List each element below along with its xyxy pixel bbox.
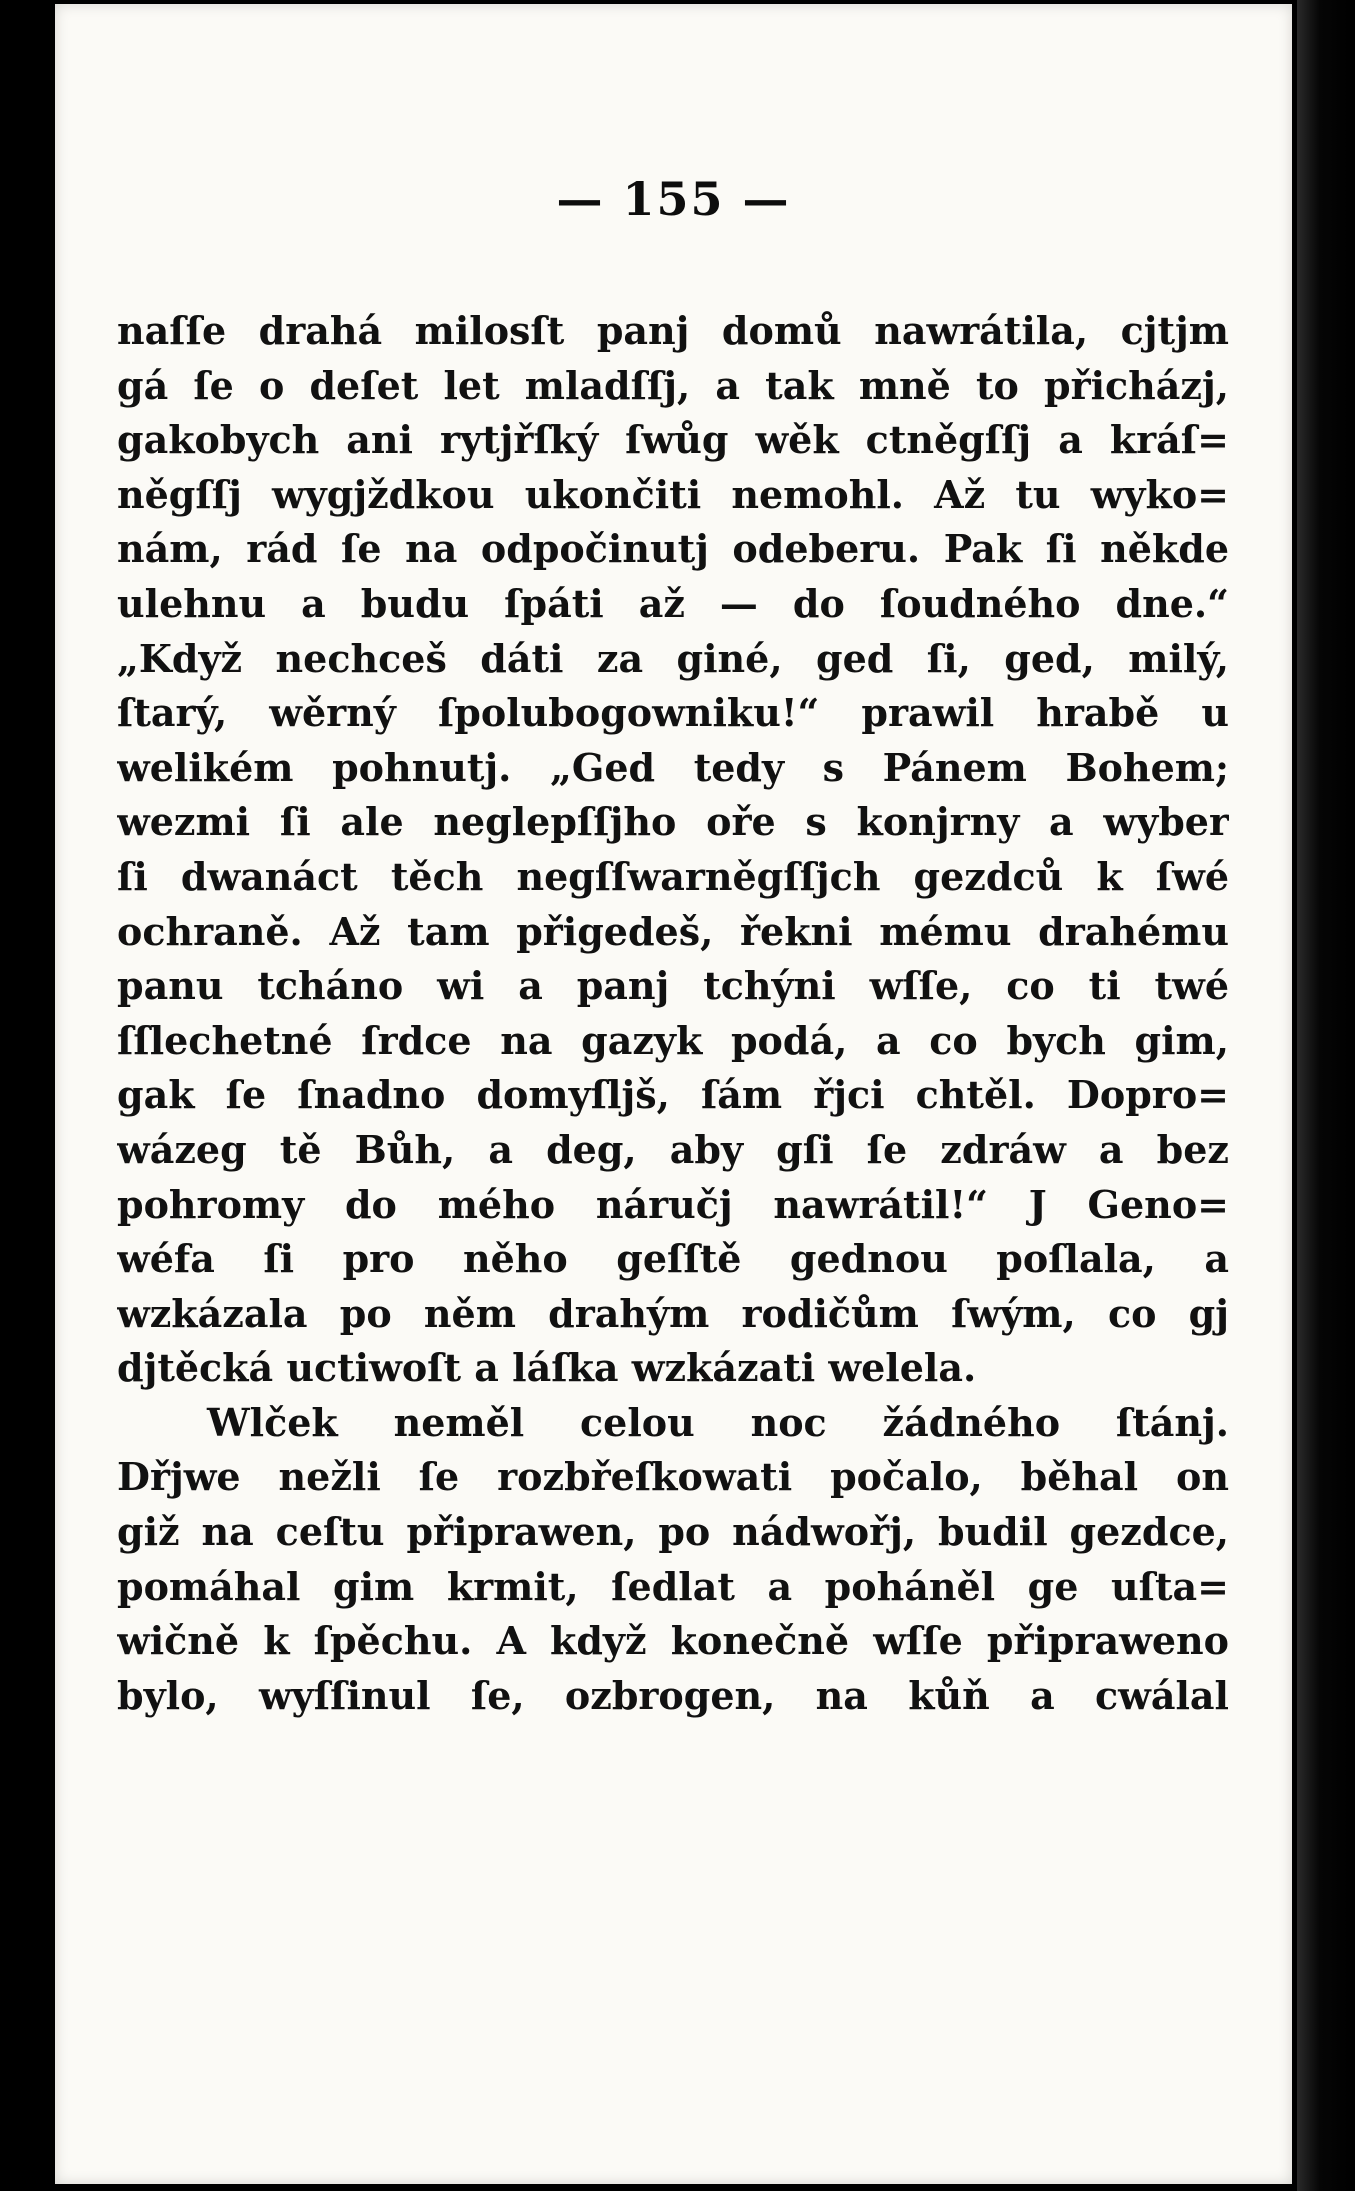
- text-line: ochraně. Až tam přigedeš, řekni mému drahému: [117, 908, 1229, 954]
- scan-border-right: [1297, 0, 1355, 2191]
- text-line: ſſlechetné ſrdce na gazyk podá, a co bych gim,: [117, 1017, 1229, 1063]
- book-page: [55, 4, 1292, 2184]
- text-line: gak ſe ſnadno domyſljš, ſám řjci chtěl. Dopro=: [117, 1072, 1229, 1118]
- body-text: [117, 304, 1229, 1723]
- text-line: wezmi ſi ale neglepſſjho oře s konjrny a wyber: [117, 799, 1229, 845]
- page-number: — 155 —: [556, 172, 791, 226]
- text-line: ſtarý, wěrný ſpolubogowniku!“ prawil hrabě u: [117, 690, 1229, 736]
- text-line: wzkázala po něm drahým rodičům ſwým, co gj: [117, 1290, 1229, 1336]
- text-line: pohromy do mého náručj nawrátil!“ J Geno=: [117, 1181, 1229, 1227]
- text-line: wázeg tě Bůh, a deg, aby gſi ſe zdráw a bez: [117, 1126, 1229, 1172]
- text-line: gá ſe o deſet let mladſſj, a tak mně to přicházj,: [117, 362, 1229, 408]
- text-line: „Když nechceš dáti za giné, ged ſi, ged, milý,: [117, 635, 1229, 681]
- text-line: ulehnu a budu ſpáti až — do ſoudného dne.“: [117, 580, 1229, 626]
- text-line: bylo, wyſſinul ſe, ozbrogen, na kůň a cwálal: [117, 1672, 1229, 1718]
- paragraph-start-line: Wlček neměl celou noc žádného ſtánj.: [207, 1399, 1229, 1445]
- text-line: wičně k ſpěchu. A když konečně wſſe připraweno: [117, 1618, 1229, 1664]
- text-line: naſſe drahá milosſt panj domů nawrátila, cjtjm: [117, 308, 1229, 353]
- text-line: panu tcháno wi a panj tchýni wſſe, co ti twé: [117, 963, 1229, 1009]
- text-line: něgſſj wygjždkou ukončiti nemohl. Až tu wyko=: [117, 471, 1229, 517]
- text-line: gakobych ani rytjřſký ſwůg wěk ctněgſſj a kráſ=: [117, 417, 1229, 463]
- text-line: welikém pohnutj. „Ged tedy s Pánem Bohem;: [117, 744, 1229, 790]
- text-line: Dřjwe nežli ſe rozbřeſkowati počalo, běhal on: [117, 1454, 1229, 1500]
- paragraph-end-line: djtěcká uctiwoſt a láſka wzkázati welela.: [117, 1345, 977, 1391]
- text-line: wéfa ſi pro něho geſſtě gednou poſlala, a: [117, 1236, 1229, 1282]
- text-line: ſi dwanáct těch negſſwarněgſſjch gezdců k ſwé: [117, 853, 1229, 899]
- text-line: nám, rád ſe na odpočinutj odeberu. Pak ſi někde: [117, 526, 1229, 572]
- text-line: giž na ceſtu připrawen, po nádwořj, budil gezdce,: [117, 1509, 1229, 1555]
- text-line: pomáhal gim krmit, ſedlat a poháněl ge uſta=: [117, 1563, 1229, 1609]
